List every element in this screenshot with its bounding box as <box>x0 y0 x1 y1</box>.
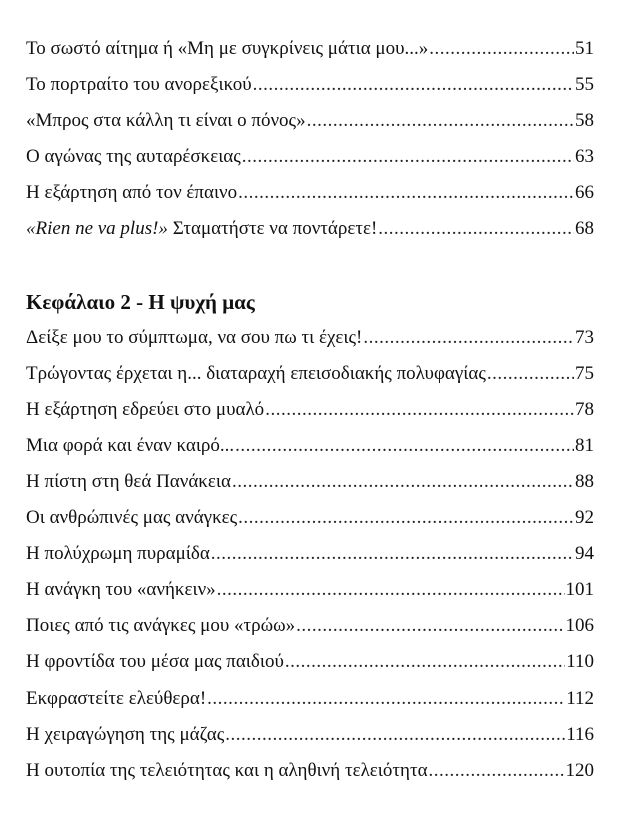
toc-entry-page: 112 <box>566 688 594 709</box>
toc-entry <box>26 36 594 62</box>
dot-leader <box>429 758 565 784</box>
dot-leader <box>487 361 574 387</box>
dot-leader <box>242 144 574 170</box>
toc-entry-page: 88 <box>575 471 594 492</box>
dot-leader <box>307 108 574 134</box>
toc-entry <box>26 72 594 98</box>
toc-entry-page: 106 <box>565 615 594 636</box>
toc-entry-title: Η ανάγκη του «ανήκειν» <box>26 579 216 600</box>
toc-entry-title: Η φροντίδα του μέσα μας παιδιού <box>26 651 284 672</box>
toc-entry-title: Ποιες από τις ανάγκες μου «τρώω» <box>26 615 296 636</box>
toc-entry-title: Το σωστό αίτημα ή «Μη με συγκρίνεις μάτια μου...» <box>26 38 429 59</box>
dot-leader <box>217 577 565 603</box>
dot-leader <box>429 36 574 62</box>
toc-entry <box>26 722 594 748</box>
dot-leader <box>378 216 574 242</box>
toc-entry-page: 66 <box>575 182 594 203</box>
toc-entry-page: 58 <box>575 110 594 131</box>
dot-leader <box>238 180 574 206</box>
toc-entry-title: Μια φορά και έναν καιρό... <box>26 435 235 456</box>
dot-leader <box>285 649 565 675</box>
toc-entry <box>26 361 594 387</box>
toc-entry-page: 101 <box>565 579 594 600</box>
toc-entry <box>26 108 594 134</box>
toc-entry-title: «Μπρος στα κάλλη τι είναι ο πόνος» <box>26 110 306 131</box>
toc-entry-page: 63 <box>575 146 594 167</box>
toc-entry-page: 81 <box>575 435 594 456</box>
chapter-heading: Κεφάλαιο 2 - Η ψυχή μας <box>26 290 255 314</box>
toc-entry-title: Το πορτραίτο του ανορεξικού <box>26 74 252 95</box>
dot-leader <box>363 325 574 351</box>
dot-leader <box>296 613 564 639</box>
toc-entry <box>26 469 594 495</box>
toc-entry <box>26 649 594 675</box>
toc-entry-page: 51 <box>575 38 594 59</box>
dot-leader <box>265 397 574 423</box>
toc-entry-title-rest: Σταματήστε να ποντάρετε! <box>167 218 378 239</box>
toc-entry-page: 116 <box>566 724 594 745</box>
toc-entry-page: 94 <box>575 543 594 564</box>
toc-entry-page: 75 <box>575 363 594 384</box>
toc-entry <box>26 541 594 567</box>
toc-entry-title <box>26 216 377 242</box>
toc-entry-title: Ο αγώνας της αυταρέσκειας <box>26 146 241 167</box>
toc-entry <box>26 505 594 531</box>
toc-entry <box>26 686 594 712</box>
toc-entry-title: Τρώγοντας έρχεται η... διαταραχή επεισοδιακής πολυφαγίας <box>26 363 486 384</box>
toc-entry-title: Η πολύχρωμη πυραμίδα <box>26 543 210 564</box>
toc-entry-title-italic: «Rien ne va plus!» <box>26 218 168 239</box>
toc-entry-title: Η χειραγώγηση της μάζας <box>26 724 225 745</box>
dot-leader <box>211 541 574 567</box>
toc-entry-page: 92 <box>575 507 594 528</box>
toc-entry <box>26 433 594 459</box>
toc-entry-page: 78 <box>575 399 594 420</box>
dot-leader <box>238 505 574 531</box>
dot-leader <box>225 722 565 748</box>
toc-entry <box>26 216 594 242</box>
toc-entry <box>26 144 594 170</box>
toc-entry-page: 120 <box>565 760 594 781</box>
dot-leader <box>253 72 574 98</box>
toc-entry-title: Δείξε μου το σύμπτωμα, να σου πω τι έχεις! <box>26 327 363 348</box>
dot-leader <box>235 433 574 459</box>
toc-entry-title: Η ουτοπία της τελειότητας και η αληθινή τελειότητα <box>26 760 428 781</box>
toc-entry <box>26 613 594 639</box>
toc-entry-title: Εκφραστείτε ελεύθερα! <box>26 688 207 709</box>
toc-entry <box>26 397 594 423</box>
toc-entry-title: Η εξάρτηση εδρεύει στο μυαλό <box>26 399 265 420</box>
toc-entry-page: 55 <box>575 74 594 95</box>
toc-entry-page: 110 <box>566 651 594 672</box>
toc-entry-title: Η πίστη στη θεά Πανάκεια <box>26 471 231 492</box>
toc-entry-title: Οι ανθρώπινές μας ανάγκες <box>26 507 238 528</box>
dot-leader <box>232 469 574 495</box>
toc-entry-title: Η εξάρτηση από τον έπαινο <box>26 182 238 203</box>
toc-entry <box>26 180 594 206</box>
dot-leader <box>207 686 565 712</box>
toc-entry <box>26 758 594 784</box>
toc-entry <box>26 325 594 351</box>
toc-entry-page: 68 <box>575 218 594 239</box>
toc-entry <box>26 577 594 603</box>
toc-entry-page: 73 <box>575 327 594 348</box>
